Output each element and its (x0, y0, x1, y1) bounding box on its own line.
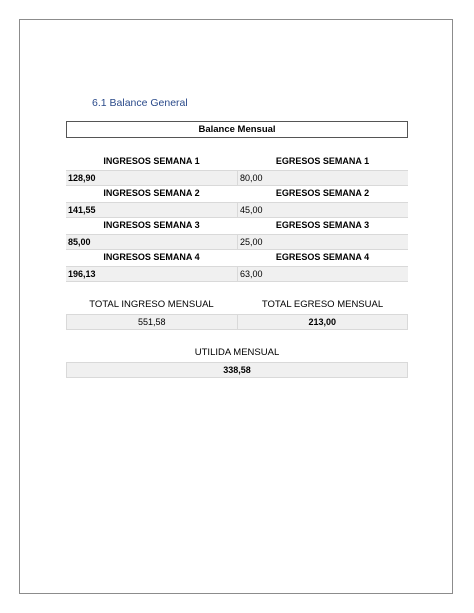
balance-title: Balance Mensual (66, 121, 408, 138)
egreso-week-label: EGRESOS SEMANA 4 (275, 252, 370, 262)
egreso-week-label: EGRESOS SEMANA 3 (275, 220, 370, 230)
ingreso-week-value: 196,13 (66, 266, 237, 282)
total-egreso-value: 213,00 (237, 315, 408, 329)
ingreso-week-label: INGRESOS SEMANA 4 (103, 252, 200, 262)
ingreso-week-label: INGRESOS SEMANA 2 (103, 188, 200, 198)
week-value-row (66, 170, 408, 186)
section-heading: 6.1 Balance General (92, 97, 188, 109)
week-header-row (66, 186, 408, 202)
week-header-row (66, 250, 408, 266)
egreso-week-value: 45,00 (237, 202, 408, 218)
weekly-balance-table (66, 154, 408, 282)
egreso-week-label: EGRESOS SEMANA 1 (275, 156, 370, 166)
egreso-week-value: 25,00 (237, 234, 408, 250)
utilidad-label: UTILIDA MENSUAL (194, 347, 280, 358)
week-value-row (66, 266, 408, 282)
utilidad-value: 338,58 (66, 362, 408, 378)
total-ingreso-value: 551,58 (137, 317, 166, 327)
egreso-week-value: 80,00 (237, 170, 408, 186)
ingreso-week-value: 141,55 (66, 202, 237, 218)
total-egreso-label: TOTAL EGRESO MENSUAL (261, 299, 384, 310)
ingreso-week-label: INGRESOS SEMANA 1 (103, 156, 200, 166)
totals-value-row (66, 314, 408, 330)
egreso-week-label: EGRESOS SEMANA 2 (275, 188, 370, 198)
week-header-row (66, 218, 408, 234)
week-header-row (66, 154, 408, 170)
ingreso-week-label: INGRESOS SEMANA 3 (103, 220, 200, 230)
egreso-week-value: 63,00 (237, 266, 408, 282)
ingreso-week-value: 85,00 (66, 234, 237, 250)
totals-header-row (66, 298, 408, 314)
monthly-totals (66, 298, 408, 330)
week-value-row (66, 234, 408, 250)
ingreso-week-value: 128,90 (66, 170, 237, 186)
week-value-row (66, 202, 408, 218)
total-ingreso-label: TOTAL INGRESO MENSUAL (89, 299, 214, 310)
monthly-utility (66, 346, 408, 378)
